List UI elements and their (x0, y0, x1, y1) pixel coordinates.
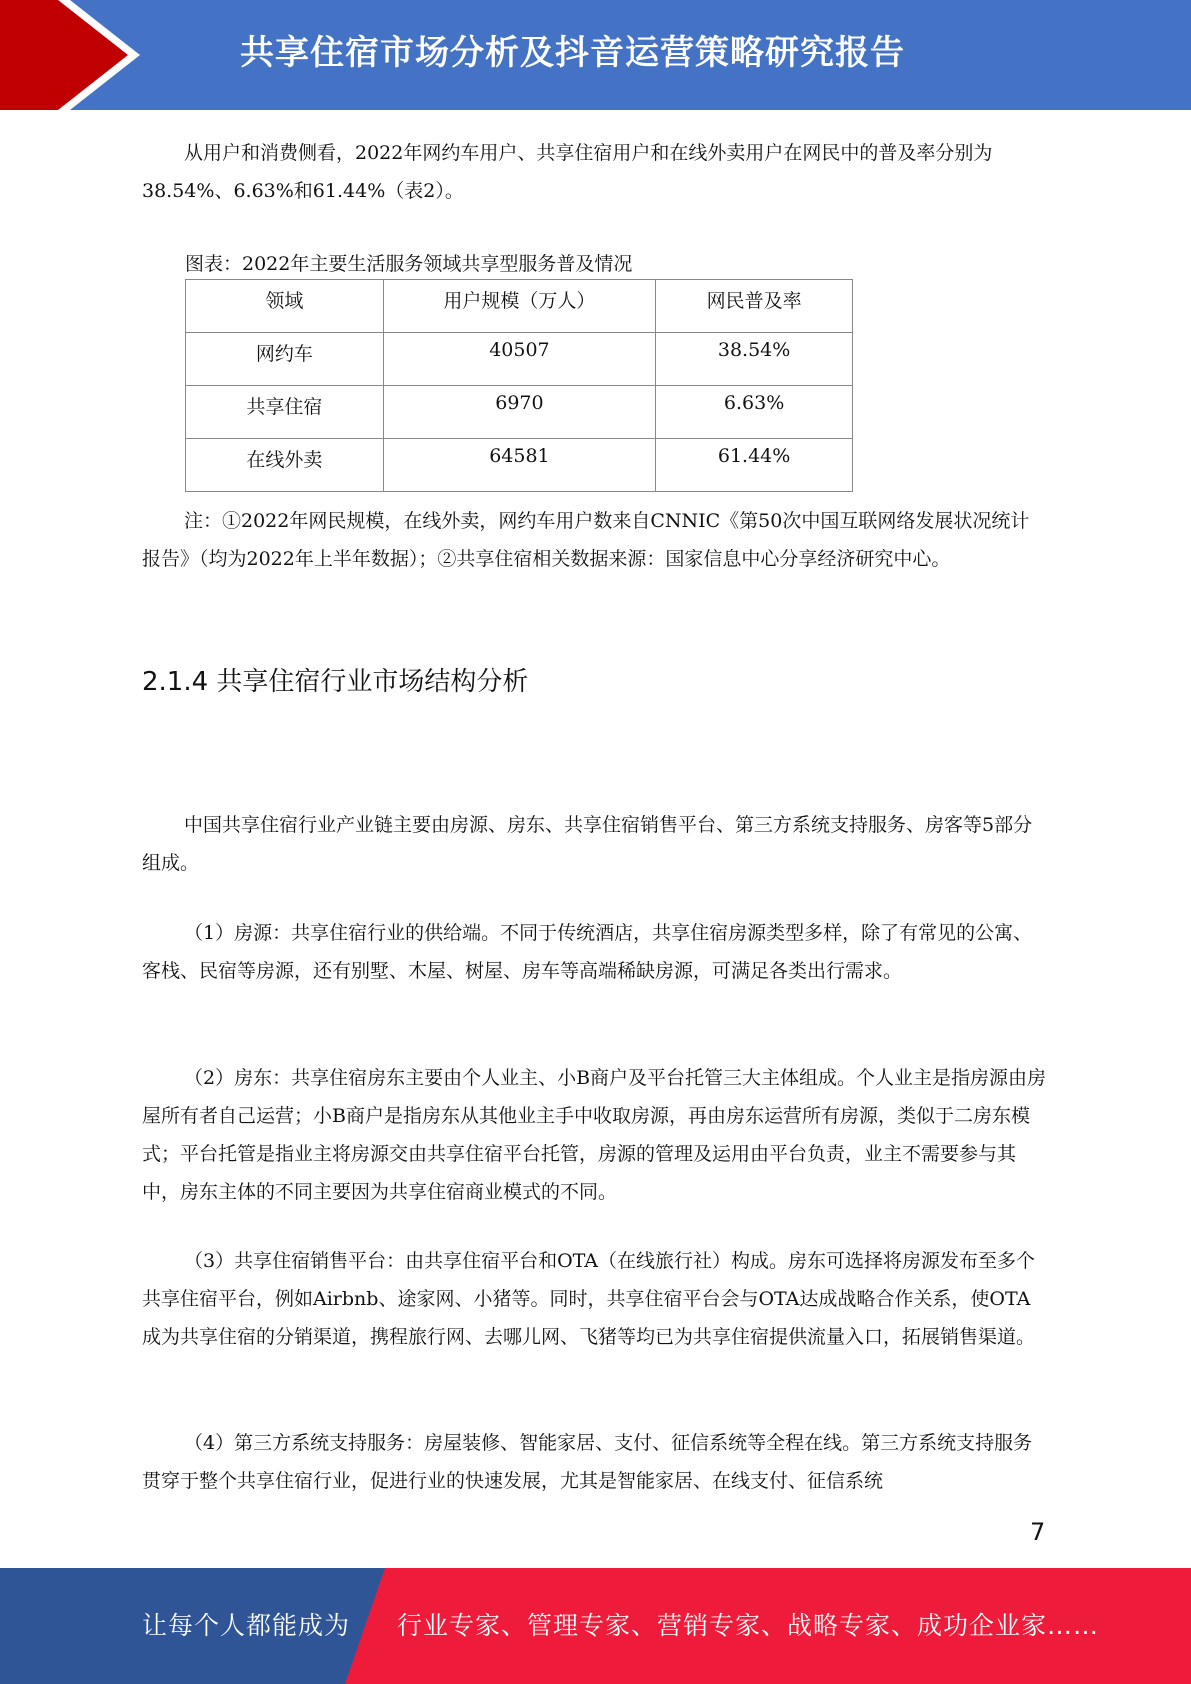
body-paragraph-2 (142, 914, 1047, 990)
table-header-cell: 用户规模（万人） (383, 280, 656, 333)
table-row (186, 439, 853, 492)
table-cell: 在线外卖 (186, 439, 384, 492)
paragraph: （2）房东：共享住宿房东主要由个人业主、小B商户及平台托管三大主体组成。个人业主是指房源由房屋所有者自己运营；小B商户是指房东从其他业主手中收取房源，再由房东运营所有房源，类似于二房东模式；平台托管是指业主将房源交由共享住宿平台托管，房源的管理及运用由平台负责，业主不需要参与其中，房东主体的不同主要因为共享住宿商业模式的不同。 (142, 1067, 1047, 1203)
table-row (186, 333, 853, 386)
section-heading: 2.1.4 共享住宿行业市场结构分析 (142, 667, 529, 697)
body-paragraph-5 (142, 1424, 1047, 1500)
paragraph: （4）第三方系统支持服务：房屋装修、智能家居、支付、征信系统等全程在线。第三方系统支持服务贯穿于整个共享住宿行业，促进行业的快速发展，尤其是智能家居、在线支付、征信系统 (142, 1432, 1033, 1492)
header-chevron-decoration (0, 0, 160, 110)
paragraph: （3）共享住宿销售平台：由共享住宿平台和OTA（在线旅行社）构成。房东可选择将房源发布至多个共享住宿平台，例如Airbnb、途家网、小猪等。同时，共享住宿平台会与OTA达成战略合作关系，使OTA成为共享住宿的分销渠道，携程旅行网、去哪儿网、飞猪等均已为共享住宿提供流量入口，拓展销售渠道。 (142, 1250, 1036, 1348)
table-cell: 网约车 (186, 333, 384, 386)
table-row (186, 386, 853, 439)
page-footer (0, 1568, 1191, 1684)
table-cell: 64581 (383, 439, 656, 492)
intro-block (142, 134, 1047, 210)
table-cell: 6970 (383, 386, 656, 439)
paragraph: （1）房源：共享住宿行业的供给端。不同于传统酒店，共享住宿房源类型多样，除了有常见的公寓、客栈、民宿等房源，还有别墅、木屋、树屋、房车等高端稀缺房源，可满足各类出行需求。 (142, 922, 1033, 982)
table-caption: 图表：2022年主要生活服务领域共享型服务普及情况 (185, 253, 633, 275)
table-cell: 6.63% (656, 386, 853, 439)
body-paragraph-3 (142, 1059, 1047, 1211)
body-paragraph-4 (142, 1242, 1047, 1356)
body-paragraph-1 (142, 806, 1047, 882)
footer-slogan-left: 让每个人都能成为 (142, 1611, 351, 1640)
table-header-cell: 领域 (186, 280, 384, 333)
page-header (0, 0, 1191, 110)
report-title: 共享住宿市场分析及抖音运营策略研究报告 (240, 33, 905, 73)
table-cell: 38.54% (656, 333, 853, 386)
table-cell: 40507 (383, 333, 656, 386)
penetration-table (185, 279, 853, 492)
paragraph: 中国共享住宿行业产业链主要由房源、房东、共享住宿销售平台、第三方系统支持服务、房客等5部分组成。 (142, 814, 1033, 874)
footer-slogan-right: 行业专家、管理专家、营销专家、战略专家、成功企业家…… (397, 1611, 1100, 1640)
page-number: 7 (1030, 1518, 1046, 1546)
table-header-cell: 网民普及率 (656, 280, 853, 333)
table-cell: 共享住宿 (186, 386, 384, 439)
table-header-row (186, 280, 853, 333)
note-block (142, 502, 1047, 578)
table-cell: 61.44% (656, 439, 853, 492)
table-note: 注：①2022年网民规模，在线外卖，网约车用户数来自CNNIC《第50次中国互联网络发展状况统计报告》（均为2022年上半年数据）；②共享住宿相关数据来源：国家信息中心分享经济研究中心。 (142, 510, 1030, 570)
intro-paragraph: 从用户和消费侧看，2022年网约车用户、共享住宿用户和在线外卖用户在网民中的普及率分别为38.54%、6.63%和61.44%（表2）。 (142, 142, 993, 202)
